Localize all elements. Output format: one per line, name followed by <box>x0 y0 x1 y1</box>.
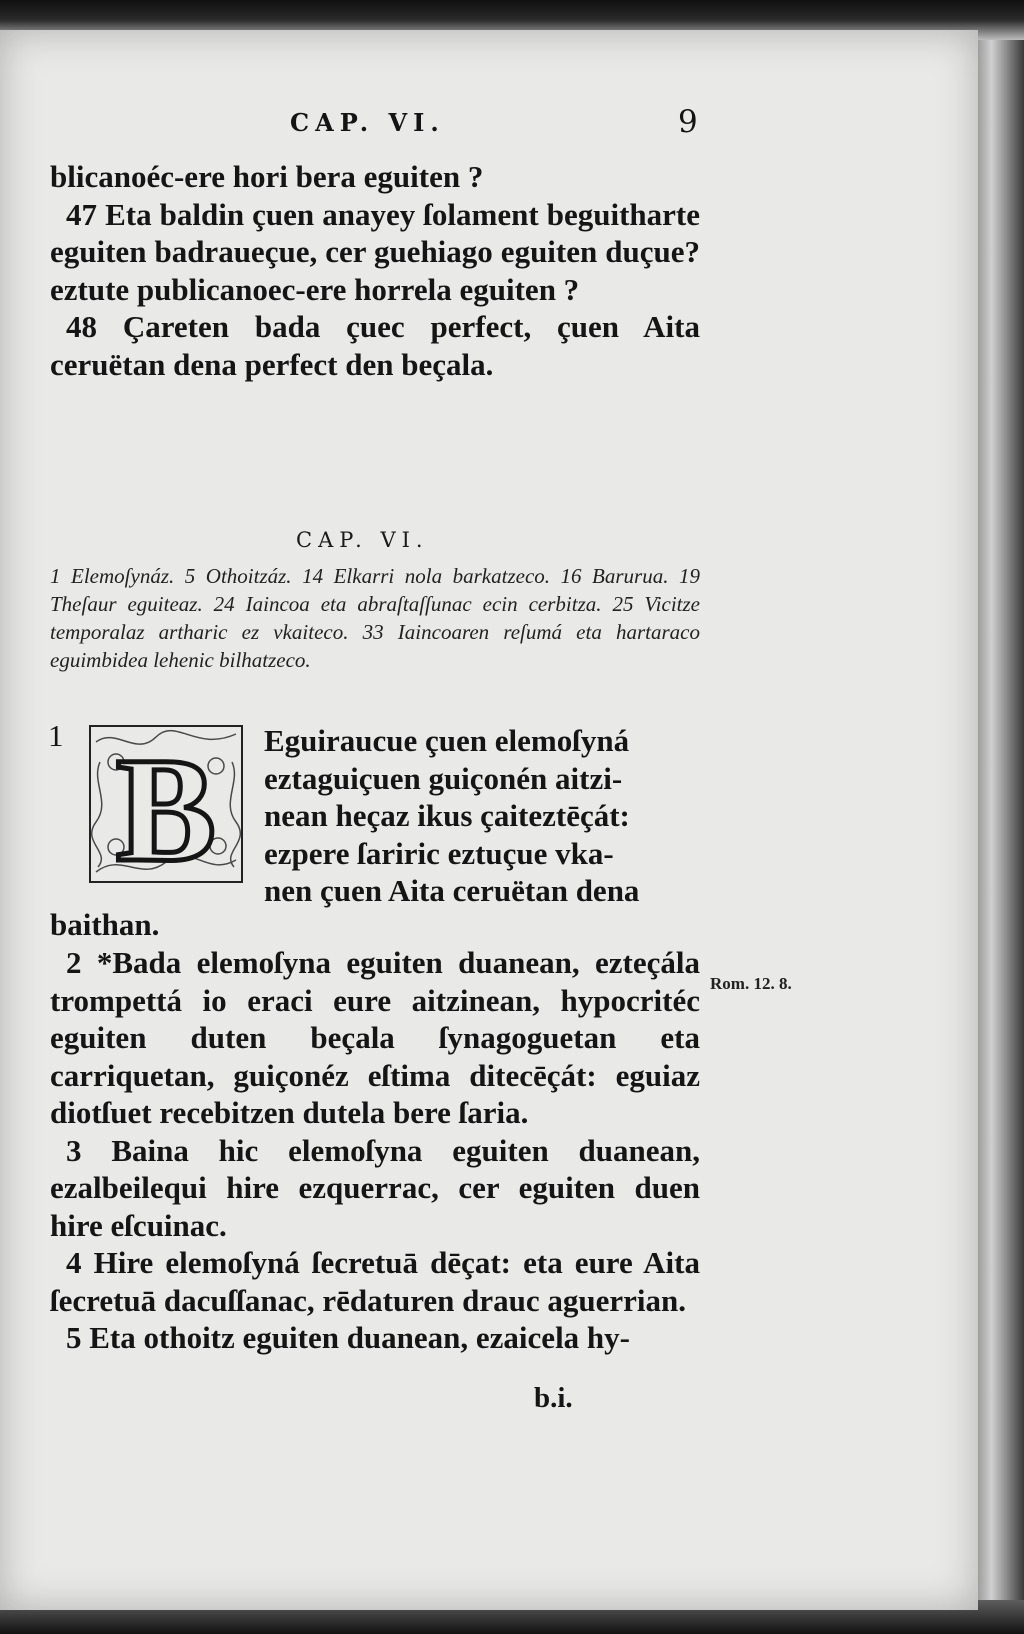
verse-1-number: 1 <box>48 718 64 753</box>
running-head: CAP. VI. <box>290 108 445 137</box>
verse-1-line: Eguiraucue çuen elemoſyná <box>264 723 630 758</box>
verse-2: 2 *Bada elemoſyna eguiten duanean, ezteçála trompettá io eraci eure aitzinean, hypocritéc eguiten duten beçala ſynagoguetan eta carriquetan, guiçonéz eſtima ditecēçát: eguiaz diotſuet recebitzen dutela bere ſaria. <box>50 945 700 1130</box>
signature-mark: b.i. <box>534 1382 573 1414</box>
chapter-summary: 1 Elemoſynáz. 5 Othoitzáz. 14 Elkarri nola barkatzeco. 16 Barurua. 19 Theſaur eguiteaz. 24 Iaincoa eta abraſtaſſunac ecin cerbitza. 25 Vicitze temporalaz artharic ez vkaiteco. 33 Iaincoaren reſumá eta hartaraco eguimbidea lehenic bilhatzeco. <box>50 564 700 672</box>
top-text-block <box>50 158 700 383</box>
verse-1-tail: baithan. <box>50 907 160 942</box>
page-number: 9 <box>678 104 698 140</box>
paragraph: blicanoéc-ere hori bera eguiten ? <box>50 159 484 194</box>
margin-reference: Rom. 12. 8. <box>710 974 792 993</box>
verse-1-line: nean heçaz ikus çaiteztēçát: <box>264 798 630 833</box>
chapter-heading: CAP. VI. <box>296 528 429 552</box>
decorated-initial-b <box>86 722 246 886</box>
bottom-text-block <box>50 944 700 1357</box>
verse-4: 4 Hire elemoſyná ſecretuā dēçat: eta eure Aita ſecretuā dacuſſanac, rēdaturen drauc aguerrian. <box>50 1245 700 1318</box>
verse-1-line: eztaguiçuen guiçonén aitzi- <box>264 760 623 796</box>
verse-3: 3 Baina hic elemoſyna eguiten duanean, ezalbeilequi hire ezquerrac, cer eguiten duen hire eſcuinac. <box>50 1132 700 1243</box>
verse-1-text <box>264 722 700 910</box>
verse-1-tail-block <box>50 906 700 944</box>
initial-letter: B <box>115 727 217 886</box>
page-stack-edge <box>978 40 1024 1600</box>
verse-48: 48 Çareten bada çuec perfect, çuen Aita ceruëtan dena perfect den beçala. <box>50 309 700 382</box>
verse-1-line: ezpere ſariric eztuçue vka- <box>264 835 614 871</box>
verse-5: 5 Eta othoitz eguiten duanean, ezaicela hy- <box>66 1320 630 1355</box>
verse-1-line: nen çuen Aita ceruëtan dena <box>264 873 640 908</box>
verse-47: 47 Eta baldin çuen anayey ſolament beguitharte eguiten badraueçue, cer guehiago eguiten duçue? eztute publicanoec-ere horrela eguiten ? <box>50 196 700 307</box>
